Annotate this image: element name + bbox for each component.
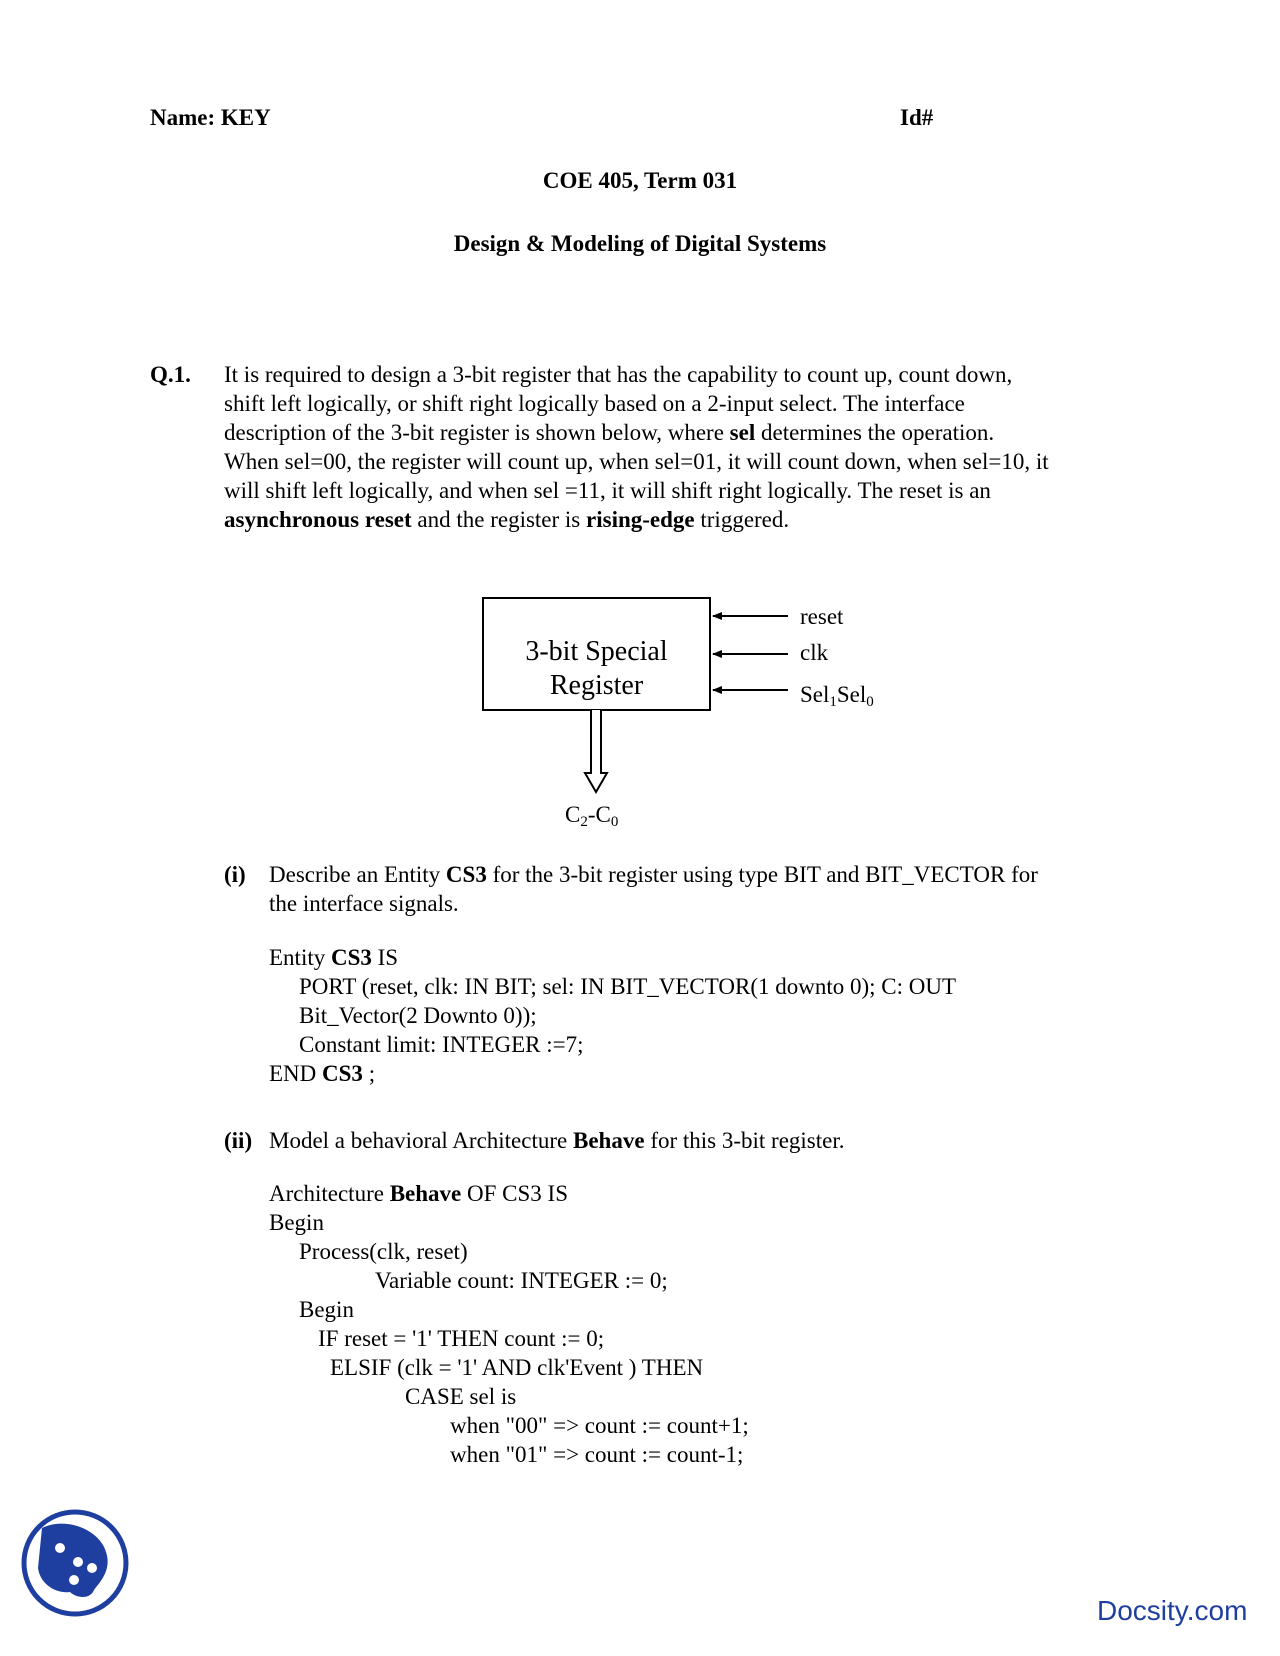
- sel-subscript: 0: [866, 694, 874, 710]
- question-emphasis: rising-edge: [586, 507, 695, 532]
- part-i-line: the interface signals.: [269, 891, 459, 916]
- code-line: Bit_Vector(2 Downto 0));: [299, 1003, 537, 1028]
- docsity-brand-link[interactable]: Docsity.com: [1097, 1595, 1248, 1626]
- out-subscript: 2: [580, 814, 588, 830]
- question-text: description of the 3-bit register is shown below, where: [224, 420, 730, 445]
- code-line: CASE sel is: [405, 1384, 517, 1409]
- code-text: IS: [371, 945, 399, 970]
- code-line: ELSIF (clk = '1' AND clk'Event ) THEN: [330, 1355, 704, 1380]
- question-number: Q.1.: [150, 362, 191, 387]
- part-text: for the 3-bit register using type BIT and BIT_VECTOR for: [486, 862, 1038, 887]
- docsity-logo-icon[interactable]: [20, 1508, 130, 1618]
- code-text: ;: [362, 1061, 376, 1086]
- register-box-label: Register: [549, 670, 644, 701]
- question-line: will shift left logically, and when sel =11, it will shift right logically. The reset is an: [224, 478, 991, 503]
- code-line: [269, 1179, 568, 1208]
- question-line: [224, 505, 789, 534]
- code-line: [269, 1059, 375, 1088]
- code-text: Entity: [269, 945, 331, 970]
- name-label: Name: KEY: [150, 105, 271, 130]
- question-line: [224, 418, 994, 447]
- part-ii-line: [269, 1126, 845, 1155]
- part-text: for this 3-bit register.: [644, 1128, 845, 1153]
- code-text: END: [269, 1061, 323, 1086]
- code-line: [269, 943, 398, 972]
- question-text: and the register is: [411, 507, 587, 532]
- code-text: OF CS3 IS: [461, 1181, 568, 1206]
- out-text: -C: [587, 802, 611, 827]
- course-title: COE 405, Term 031: [542, 168, 738, 193]
- clk-signal-label: clk: [800, 640, 829, 665]
- part-text: Describe an Entity: [269, 862, 446, 887]
- code-line: PORT (reset, clk: IN BIT; sel: IN BIT_VECTOR(1 downto 0); C: OUT: [299, 974, 957, 999]
- output-arrow: [585, 710, 607, 792]
- question-emphasis: sel: [729, 420, 756, 445]
- out-text: C: [565, 802, 581, 827]
- register-diagram: [480, 595, 900, 835]
- question-line: When sel=00, the register will count up, when sel=01, it will count down, when sel=10, it: [224, 449, 1049, 474]
- question-text: triggered.: [694, 507, 790, 532]
- code-line: when "01" => count := count-1;: [450, 1442, 744, 1467]
- code-emphasis: CS3: [330, 945, 372, 970]
- code-line: Begin: [269, 1210, 324, 1235]
- code-line: Variable count: INTEGER := 0;: [375, 1268, 668, 1293]
- code-line: Process(clk, reset): [299, 1239, 468, 1264]
- part-emphasis: Behave: [573, 1128, 645, 1153]
- code-line: when "00" => count := count+1;: [450, 1413, 749, 1438]
- code-line: Begin: [299, 1297, 354, 1322]
- code-emphasis: Behave: [389, 1181, 462, 1206]
- code-text: Architecture: [269, 1181, 390, 1206]
- docsity-logo-svg: [20, 1508, 130, 1618]
- part-ii-number: (ii): [224, 1128, 253, 1153]
- question-line: shift left logically, or shift right logically based on a 2-input select. The interface: [224, 391, 965, 416]
- out-subscript: 0: [610, 814, 619, 830]
- code-line: IF reset = '1' THEN count := 0;: [318, 1326, 605, 1351]
- register-box-label: 3-bit Special: [525, 636, 668, 667]
- code-emphasis: CS3: [322, 1061, 363, 1086]
- reset-signal-label: reset: [800, 604, 844, 629]
- sel-signal-label: [800, 680, 874, 709]
- question-text: determines the operation.: [755, 420, 995, 445]
- part-text: Model a behavioral Architecture: [269, 1128, 573, 1153]
- part-i-number: (i): [224, 862, 246, 887]
- sel-subscript: 1: [829, 694, 837, 710]
- course-subtitle: Design & Modeling of Digital Systems: [453, 231, 827, 256]
- code-line: Constant limit: INTEGER :=7;: [299, 1032, 584, 1057]
- id-label: Id#: [900, 105, 934, 130]
- output-signal-label: [565, 800, 618, 829]
- register-diagram-svg: [480, 595, 900, 835]
- question-line: It is required to design a 3-bit register that has the capability to count up, count down,: [224, 362, 1013, 387]
- sel-text: Sel: [836, 682, 867, 707]
- part-emphasis: CS3: [445, 862, 487, 887]
- part-i-line: [269, 860, 1038, 889]
- sel-text: Sel: [800, 682, 830, 707]
- question-emphasis: asynchronous reset: [224, 507, 412, 532]
